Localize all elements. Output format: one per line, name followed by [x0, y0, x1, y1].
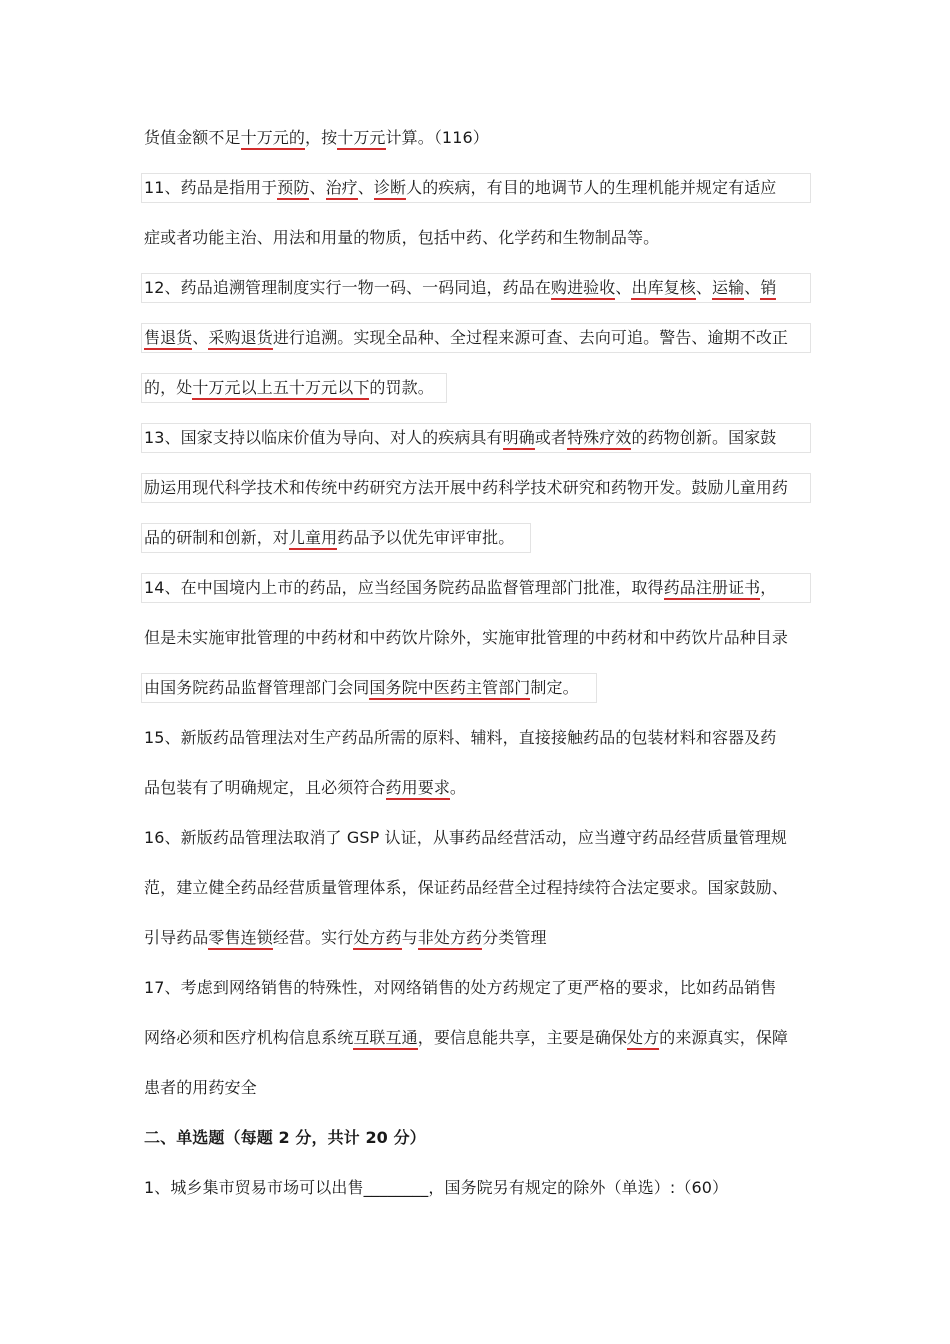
section-heading: [144, 1126, 808, 1150]
text-line-13: [144, 726, 808, 750]
text-line-8: [144, 476, 808, 500]
question-1: [144, 1176, 808, 1200]
underlined-term: 采购退货: [208, 328, 272, 350]
text-segment: 12、药品追溯管理制度实行一物一码、一码同追，药品在: [144, 278, 551, 297]
underlined-term: 特殊疗效: [567, 428, 631, 450]
text-line-9: [144, 526, 528, 550]
underlined-term: 预防: [277, 178, 309, 200]
text-segment: 的罚款。: [369, 378, 434, 397]
underlined-term: 出库复核: [631, 278, 695, 300]
underlined-term: 购进验收: [551, 278, 615, 300]
text-segment: 品包装有了明确规定，且必须符合: [144, 778, 386, 797]
text-line-1: [144, 126, 808, 150]
underlined-term: 治疗: [326, 178, 358, 200]
text-line-7: [144, 426, 808, 450]
text-segment: 的药物创新。国家鼓: [631, 428, 777, 447]
text-line-3: [144, 226, 808, 250]
text-segment: 、: [192, 328, 209, 347]
text-segment: 与: [401, 928, 418, 947]
text-line-2: [144, 176, 808, 200]
text-line-11: [144, 626, 808, 650]
text-line-4: [144, 276, 808, 300]
text-segment: 计算。（116）: [385, 128, 489, 147]
text-segment: 或者: [534, 428, 568, 447]
text-line-15: [144, 826, 808, 850]
underlined-term: 十万元以上五十万元以下: [192, 378, 369, 400]
text-segment: 制定。: [530, 678, 579, 697]
text-segment: 进行追溯。实现全品种、全过程来源可查、去向可追。警告、逾期不改正: [272, 328, 789, 347]
text-segment: 货值金额不足: [144, 128, 241, 147]
text-segment: 励运用现代科学技术和传统中药研究方法开展中药科学技术研究和药物开发。鼓励儿童用药: [144, 478, 789, 497]
text-segment: 药品予以优先审评审批。: [337, 528, 515, 547]
underlined-term: 药用要求: [386, 778, 450, 800]
text-segment: 11、药品是指用于: [144, 178, 278, 197]
underlined-term: 互联互通: [353, 1028, 417, 1050]
text-segment: 引导药品: [144, 928, 209, 947]
text-segment: 、: [309, 178, 326, 197]
text-segment: ，: [760, 578, 777, 597]
text-segment: 、: [357, 178, 374, 197]
text-line-10: [144, 576, 808, 600]
text-segment: 患者的用药安全: [144, 1078, 257, 1097]
text-line-18: [144, 976, 808, 1000]
text-segment: 二、单选题（每题 2 分，共计 20 分）: [144, 1128, 426, 1147]
text-line-19: [144, 1026, 808, 1050]
underlined-term: 处方药: [353, 928, 401, 950]
text-line-5: [144, 326, 808, 350]
text-segment: 人的疾病，有目的地调节人的生理机能并规定有适应: [406, 178, 777, 197]
text-segment: 、: [615, 278, 632, 297]
underlined-term: 国务院中医药主管部门: [369, 678, 530, 700]
underlined-term: 非处方药: [418, 928, 482, 950]
text-segment: 经营。实行: [272, 928, 354, 947]
underlined-term: 药品注册证书: [664, 578, 761, 600]
underlined-term: 诊断: [374, 178, 406, 200]
underlined-term: 售退货: [144, 328, 192, 350]
text-segment: 。: [449, 778, 467, 797]
text-segment: 品的研制和创新，对: [144, 528, 289, 547]
text-segment: 14、在中国境内上市的药品，应当经国务院药品监督管理部门批准，取得: [144, 578, 664, 597]
text-segment: 、: [744, 278, 761, 297]
text-line-6: [144, 376, 444, 400]
text-segment: ，按: [305, 128, 338, 147]
underlined-term: 儿童用: [289, 528, 337, 550]
text-line-16: [144, 876, 808, 900]
underlined-term: 十万元的: [241, 128, 305, 150]
text-segment: 的，处: [144, 378, 193, 397]
text-segment: 15、新版药品管理法对生产药品所需的原料、辅料，直接接触药品的包装材料和容器及药: [144, 728, 777, 747]
underlined-term: 十万元: [337, 128, 385, 150]
text-segment: 分类管理: [482, 928, 547, 947]
underlined-term: 运输: [712, 278, 744, 300]
text-segment: 症或者功能主治、用法和用量的物质，包括中药、化学药和生物制品等。: [144, 228, 660, 247]
text-segment: 的来源真实，保障: [659, 1028, 789, 1047]
text-line-12: [144, 676, 594, 700]
text-segment: 1、城乡集市贸易市场可以出售________，国务院另有规定的除外（单选）:（60）: [144, 1178, 729, 1197]
text-segment: ，要信息能共享，主要是确保: [417, 1028, 628, 1047]
text-line-17: [144, 926, 808, 950]
text-segment: 范，建立健全药品经营质量管理体系，保证药品经营全过程持续符合法定要求。国家鼓励、: [144, 878, 789, 897]
text-segment: 由国务院药品监督管理部门会同: [144, 678, 370, 697]
text-segment: 13、国家支持以临床价值为导向、对人的疾病具有: [144, 428, 503, 447]
text-segment: 、: [695, 278, 712, 297]
text-line-20: [144, 1076, 808, 1100]
text-segment: 但是未实施审批管理的中药材和中药饮片除外，实施审批管理的中药材和中药饮片品种目录: [144, 628, 789, 647]
underlined-term: 销: [760, 278, 776, 300]
text-line-14: [144, 776, 808, 800]
underlined-term: 零售连锁: [208, 928, 272, 950]
underlined-term: 处方: [627, 1028, 659, 1050]
text-segment: 16、新版药品管理法取消了 GSP 认证，从事药品经营活动，应当遵守药品经营质量管理规: [144, 828, 788, 847]
text-segment: 网络必须和医疗机构信息系统: [144, 1028, 354, 1047]
text-segment: 17、考虑到网络销售的特殊性，对网络销售的处方药规定了更严格的要求，比如药品销售: [144, 978, 777, 997]
underlined-term: 明确: [503, 428, 535, 450]
